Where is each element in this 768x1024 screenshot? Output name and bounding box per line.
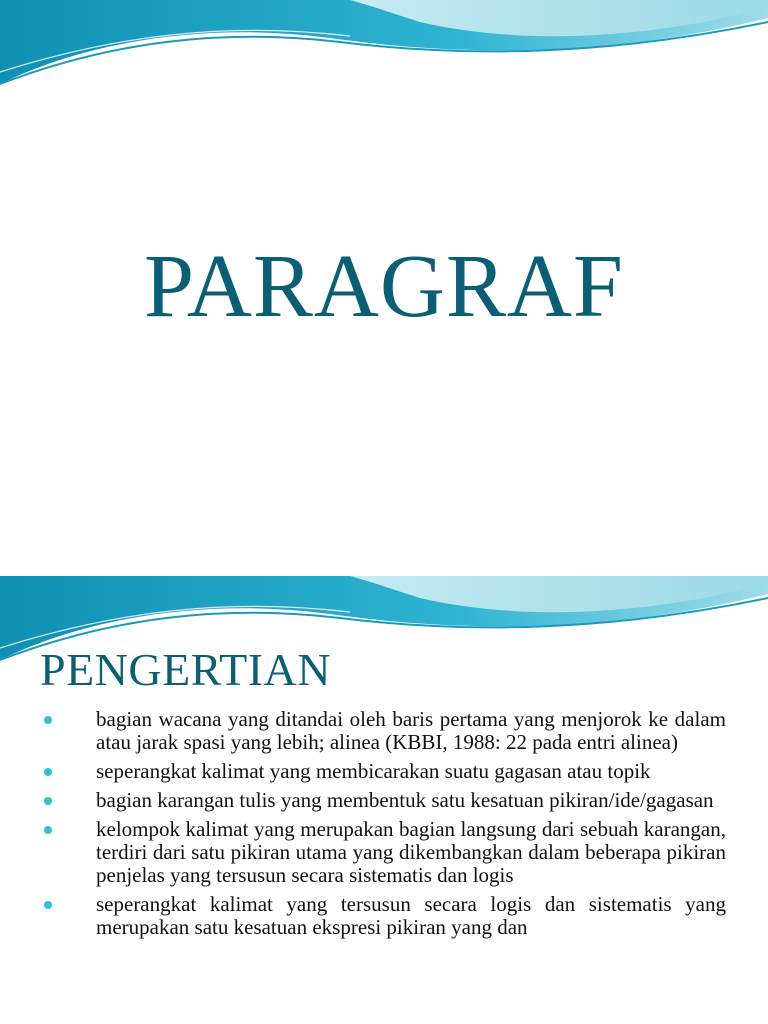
slide-title: PARAGRAF xyxy=(144,237,624,336)
list-item-text: bagian wacana yang ditandai oleh baris pertama yang menjorok ke dalam atau jarak spasi yang lebih; alinea (KBBI, 1988: 22 pada entri alinea) xyxy=(96,707,726,754)
list-item xyxy=(40,708,726,754)
list-item xyxy=(40,893,726,939)
slide-heading: PENGERTIAN xyxy=(40,644,331,695)
bullet-icon xyxy=(44,797,52,805)
list-item-text: seperangkat kalimat yang tersusun secara logis dan sistematis yang merupakan satu kesatuan ekspresi pikiran yang dan xyxy=(96,892,726,939)
list-item-text: bagian karangan tulis yang membentuk satu kesatuan pikiran/ide/gagasan xyxy=(96,788,714,812)
bullet-icon xyxy=(44,768,52,776)
decorative-wave-header xyxy=(0,0,768,90)
list-item-text: kelompok kalimat yang merupakan bagian langsung dari sebuah karangan, terdiri dari satu pikiran utama yang dikembangkan dalam beberapa pikiran penjelas yang tersusun secara sistematis dan logis xyxy=(96,817,726,887)
list-item xyxy=(40,789,726,812)
list-item xyxy=(40,818,726,887)
definition-list xyxy=(40,708,726,945)
list-item xyxy=(40,760,726,783)
content-slide xyxy=(0,576,768,1024)
bullet-icon xyxy=(44,826,52,834)
bullet-icon xyxy=(44,901,52,909)
list-item-text: seperangkat kalimat yang membicarakan suatu gagasan atau topik xyxy=(96,759,651,783)
bullet-icon xyxy=(44,716,52,724)
